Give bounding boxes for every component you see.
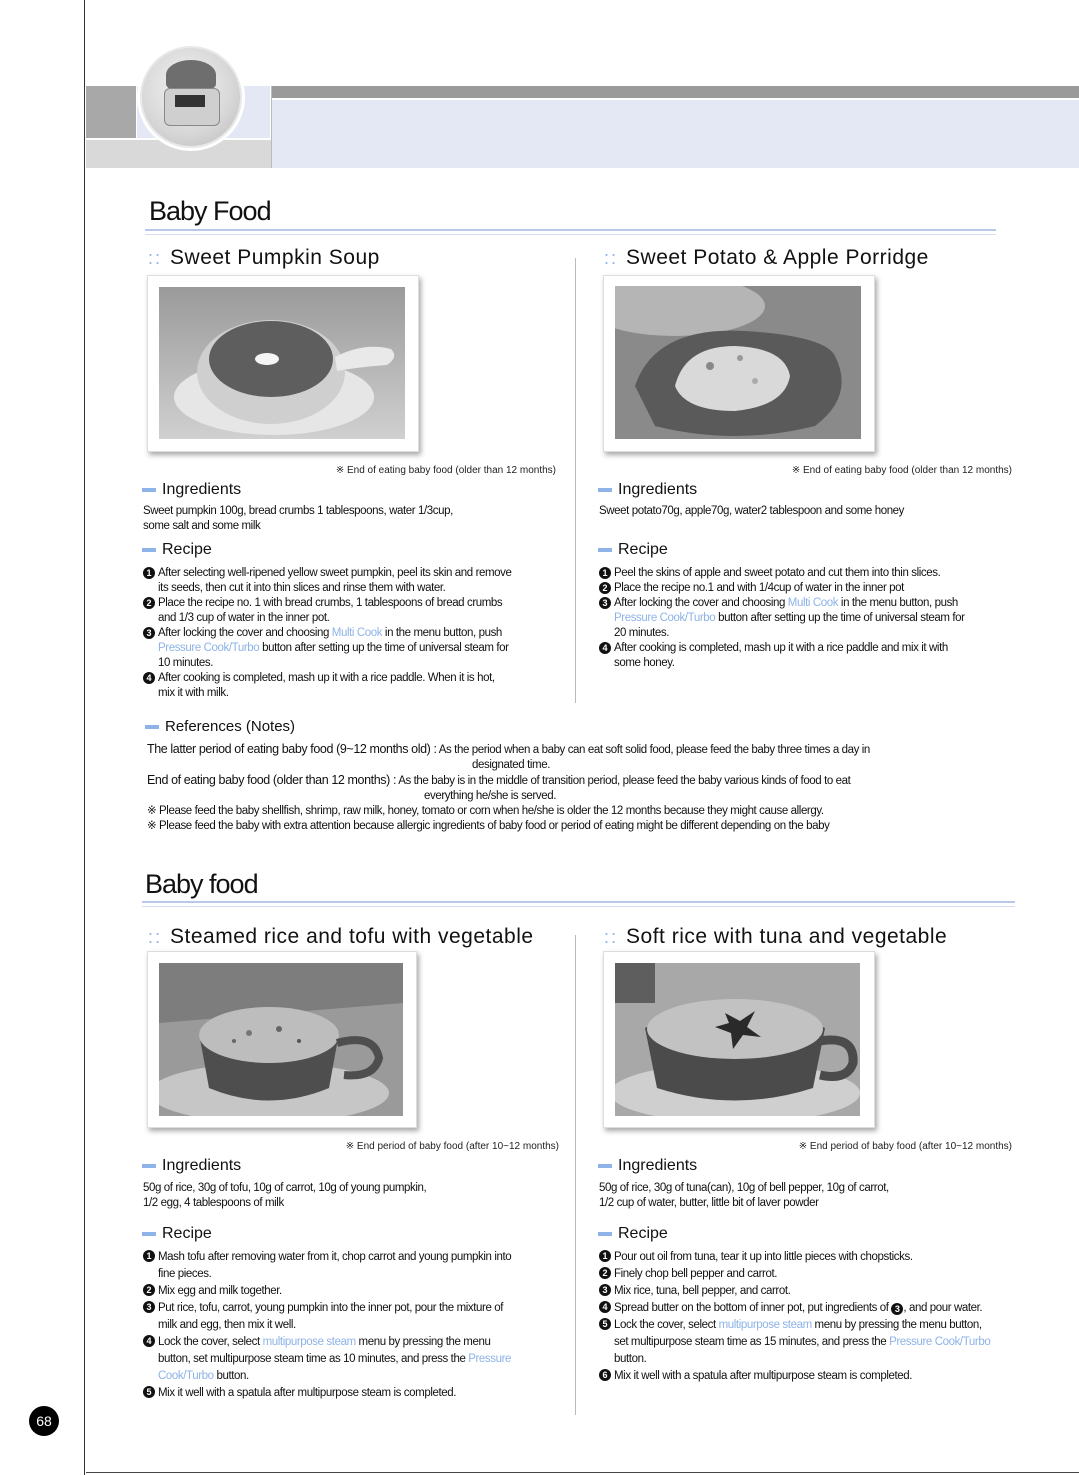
recipe-step: 1 Mash tofu after removing water from it, chop carrot and young pumpkin into fine pieces.	[143, 1249, 557, 1283]
dish-photo-frame	[603, 275, 875, 452]
column-divider	[575, 935, 576, 1415]
recipe-step: 4 Spread butter on the bottom of inner pot, put ingredients of 3 , and pour water.	[599, 1300, 1039, 1317]
ingredients-text: Sweet potato70g, apple70g, water2 tablespoon and some honey	[599, 505, 905, 517]
recipe-step: 1 After selecting well-ripened yellow sweet pumpkin, peel its skin and remove its seeds, then cut it into thin slices and rinse them with water.	[143, 566, 557, 596]
recipe-steps	[143, 1249, 557, 1402]
tuna-rice-photo	[615, 963, 860, 1116]
page-number: 68	[29, 1406, 59, 1436]
header-bar	[272, 86, 1079, 98]
title-dots: ::	[148, 927, 163, 947]
ingredients-text: 50g of rice, 30g of tuna(can), 10g of bell pepper, 10g of carrot, 1/2 cup of water, butter, little bit of laver powder	[599, 1182, 889, 1209]
recipe-step: 2 Place the recipe no. 1 with bread crumbs, 1 tablespoons of bread crumbs and 1/3 cup of water in the inner pot.	[143, 596, 557, 626]
recipe-step: 2 Finely chop bell pepper and carrot.	[599, 1266, 1039, 1283]
recipe-step: 5 Lock the cover, select multipurpose steam menu by pressing the menu button, set multipurpose steam time as 15 minutes, and press the Pressure Cook/Turbo button.	[599, 1317, 1039, 1368]
recipe-step: 5 Mix it well with a spatula after multipurpose steam is completed.	[143, 1385, 557, 1402]
dish-photo-frame	[147, 275, 419, 452]
dish-title: :: Steamed rice and tofu with vegetable	[148, 925, 534, 948]
age-note: ※ End of eating baby food (older than 12 months)	[791, 465, 1012, 476]
recipe-step: 1 Peel the skins of apple and sweet potato and cut them into thin slices.	[599, 566, 1017, 581]
page-margin-line	[84, 0, 85, 1475]
recipe-heading: Recipe	[142, 1225, 212, 1243]
pumpkin-soup-photo	[159, 287, 405, 439]
section-rule-thin	[142, 906, 1015, 907]
recipe-step: 2 Mix egg and milk together.	[143, 1283, 557, 1300]
dish-title: :: Sweet Pumpkin Soup	[148, 246, 380, 269]
recipe-step: 3 Put rice, tofu, carrot, young pumpkin into the inner pot, pour the mixture of milk and egg, then mix it well.	[143, 1300, 557, 1334]
references-text: The latter period of eating baby food (9~12 months old) : As the period when a baby can eat soft solid food, please feed the baby three times a day in designated time. End of eating baby food (older than 12 months) : As the baby is in the middle of transition period, please feed the baby various kinds of food to eat everything he/she is served. ※ Please feed the baby shellfish, shrimp, raw milk, honey, tomato or corn when he/she is older the 12 months because they might cause allergy. ※ Please feed the baby with extra attention because allergic ingredients of baby food or period of eating might be different depending on the baby	[147, 742, 870, 832]
ingredients-heading: Ingredients	[142, 1157, 241, 1175]
recipe-step: 3 Mix rice, tuna, bell pepper, and carrot.	[599, 1283, 1039, 1300]
recipe-step: 3 After locking the cover and choosing Multi Cook in the menu button, push Pressure Cook/Turbo button after setting up the time of universal steam for 10 minutes.	[143, 626, 557, 671]
title-dots: ::	[604, 248, 619, 268]
page-bottom-line	[86, 1472, 1079, 1473]
recipe-step: 2 Place the recipe no.1 and with 1/4cup of water in the inner pot	[599, 581, 1017, 596]
age-note: ※ End period of baby food (after 10~12 months)	[798, 1141, 1012, 1152]
recipe-step: 4 Lock the cover, select multipurpose steam menu by pressing the menu button, set multipurpose steam time as 10 minutes, and press the Pressure Cook/Turbo button.	[143, 1334, 557, 1385]
recipe-heading: Recipe	[598, 1225, 668, 1243]
age-note: ※ End of eating baby food (older than 12 months)	[335, 465, 556, 476]
section-title: Baby food	[145, 869, 258, 899]
recipe-step: 4 After cooking is completed, mash up it with a rice paddle and mix it with some honey.	[599, 641, 1017, 671]
tofu-rice-photo	[159, 963, 403, 1116]
recipe-steps	[599, 566, 1017, 671]
title-dots: ::	[148, 248, 163, 268]
ingredients-heading: Ingredients	[598, 481, 697, 499]
dish-photo-frame	[147, 951, 417, 1128]
dish-title: :: Soft rice with tuna and vegetable	[604, 925, 948, 948]
recipe-steps	[599, 1249, 1039, 1385]
ingredients-text: Sweet pumpkin 100g, bread crumbs 1 tablespoons, water 1/3cup, some salt and some milk	[143, 505, 453, 532]
dish-photo-frame	[603, 951, 875, 1128]
recipe-heading: Recipe	[598, 541, 668, 559]
rice-cooker-icon	[140, 46, 242, 148]
header-pale-band	[272, 100, 1079, 168]
recipe-step: 4 After cooking is completed, mash up it with a rice paddle. When it is hot, mix it with milk.	[143, 671, 557, 701]
recipe-step: 1 Pour out oil from tuna, tear it up into little pieces with chopsticks.	[599, 1249, 1039, 1266]
ingredients-heading: Ingredients	[598, 1157, 697, 1175]
ingredients-heading: Ingredients	[142, 481, 241, 499]
section-rule	[145, 229, 996, 231]
title-dots: ::	[604, 927, 619, 947]
section-rule-thin	[145, 234, 996, 235]
recipe-steps	[143, 566, 557, 701]
section-title: Baby Food	[149, 196, 271, 226]
sweet-potato-porridge-photo	[615, 286, 861, 439]
column-divider	[575, 258, 576, 703]
dish-title: :: Sweet Potato & Apple Porridge	[604, 246, 929, 269]
recipe-step: 3 After locking the cover and choosing Multi Cook in the menu button, push Pressure Cook/Turbo button after setting up the time of universal steam for 20 minutes.	[599, 596, 1017, 641]
recipe-step: 6 Mix it well with a spatula after multipurpose steam is completed.	[599, 1368, 1039, 1385]
header-gray-block	[86, 86, 136, 138]
ingredients-text: 50g of rice, 30g of tofu, 10g of carrot, 10g of young pumpkin, 1/2 egg, 4 tablespoons of milk	[143, 1182, 427, 1209]
age-note: ※ End period of baby food (after 10~12 months)	[345, 1141, 559, 1152]
references-heading: References (Notes)	[145, 718, 295, 735]
recipe-heading: Recipe	[142, 541, 212, 559]
section-rule	[142, 901, 1015, 903]
